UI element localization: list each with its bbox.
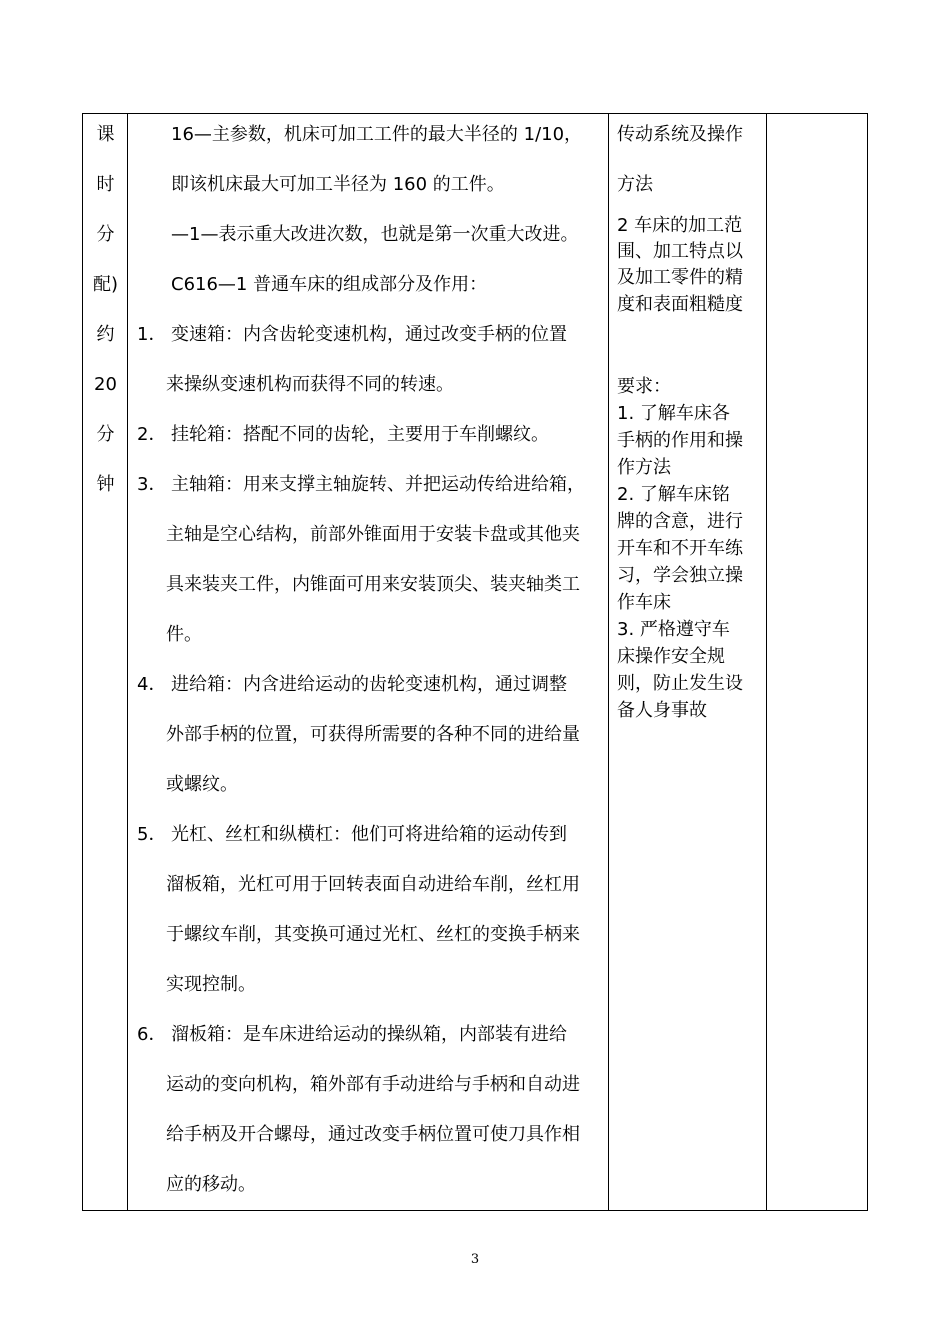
objective-line: 度和表面粗糙度: [617, 294, 743, 315]
requirement-line: 床操作安全规: [617, 646, 725, 667]
item-line: 挂轮箱：搭配不同的齿轮，主要用于车削螺纹。: [171, 424, 549, 445]
requirement-line: 作车床: [617, 592, 671, 613]
item-line: 应的移动。: [166, 1174, 256, 1195]
requirements-title: 要求：: [617, 376, 671, 397]
item-line: 实现控制。: [166, 974, 256, 995]
item-line: 于螺纹车削，其变换可通过光杠、丝杠的变换手柄来: [166, 924, 580, 945]
column-divider: [608, 114, 609, 1210]
item-line: 件。: [166, 624, 202, 645]
item-number: 1．: [137, 324, 167, 345]
requirement-line: 3. 严格遵守车: [617, 619, 730, 640]
item-line: 具来装夹工件，内锥面可用来安装顶尖、装夹轴类工: [166, 574, 580, 595]
item-line: 主轴箱：用来支撑主轴旋转、并把运动传给进给箱，: [171, 474, 585, 495]
requirement-line: 作方法: [617, 457, 671, 478]
requirement-line: 则，防止发生设: [617, 673, 743, 694]
time-char: 20: [94, 374, 117, 395]
item-line: 进给箱：内含进给运动的齿轮变速机构，通过调整: [171, 674, 567, 695]
time-char: 配): [92, 274, 119, 295]
requirement-line: 1. 了解车床各: [617, 403, 730, 424]
item-line: 溜板箱：是车床进给运动的操纵箱，内部装有进给: [171, 1024, 567, 1045]
objective-line: 及加工零件的精: [617, 267, 743, 288]
paragraph-line: —1—表示重大改进次数，也就是第一次重大改进。: [171, 224, 579, 245]
lesson-table: [82, 113, 868, 1211]
time-char: 约: [96, 324, 115, 345]
requirement-line: 习，学会独立操: [617, 565, 743, 586]
time-char: 分: [96, 224, 115, 245]
item-line: 光杠、丝杠和纵横杠：他们可将进给箱的运动传到: [171, 824, 567, 845]
requirement-line: 手柄的作用和操: [617, 430, 743, 451]
time-char: 钟: [96, 474, 115, 495]
item-line: 主轴是空心结构，前部外锥面用于安装卡盘或其他夹: [166, 524, 580, 545]
requirement-line: 牌的含意，进行: [617, 511, 743, 532]
item-number: 6．: [137, 1024, 167, 1045]
item-number: 4．: [137, 674, 167, 695]
objective-line: 围、加工特点以: [617, 241, 743, 262]
item-number: 5．: [137, 824, 167, 845]
item-line: 外部手柄的位置，可获得所需要的各种不同的进给量: [166, 724, 580, 745]
requirement-line: 开车和不开车练: [617, 538, 743, 559]
item-line: 变速箱：内含齿轮变速机构，通过改变手柄的位置: [171, 324, 567, 345]
item-line: 来操纵变速机构而获得不同的转速。: [166, 374, 454, 395]
time-char: 时: [96, 174, 115, 195]
objective-line: 方法: [617, 174, 653, 195]
paragraph-line: 16—主参数，机床可加工工件的最大半径的 1/10，: [171, 124, 583, 145]
item-line: 溜板箱，光杠可用于回转表面自动进给车削，丝杠用: [166, 874, 580, 895]
paragraph-line: 即该机床最大可加工半径为 160 的工件。: [171, 174, 505, 195]
requirement-line: 2. 了解车床铭: [617, 484, 730, 505]
column-divider: [766, 114, 767, 1210]
requirement-line: 备人身事故: [617, 700, 707, 721]
time-char: 课: [96, 124, 115, 145]
paragraph-line: C616—1 普通车床的组成部分及作用：: [171, 274, 488, 295]
objective-line: 2 车床的加工范: [617, 215, 743, 236]
objective-line: 传动系统及操作: [617, 124, 743, 145]
item-number: 2．: [137, 424, 167, 445]
item-line: 运动的变向机构，箱外部有手动进给与手柄和自动进: [166, 1074, 580, 1095]
item-line: 或螺纹。: [166, 774, 238, 795]
time-char: 分: [96, 424, 115, 445]
item-number: 3．: [137, 474, 167, 495]
page-number: 3: [470, 1252, 480, 1267]
item-line: 给手柄及开合螺母，通过改变手柄位置可使刀具作相: [166, 1124, 580, 1145]
